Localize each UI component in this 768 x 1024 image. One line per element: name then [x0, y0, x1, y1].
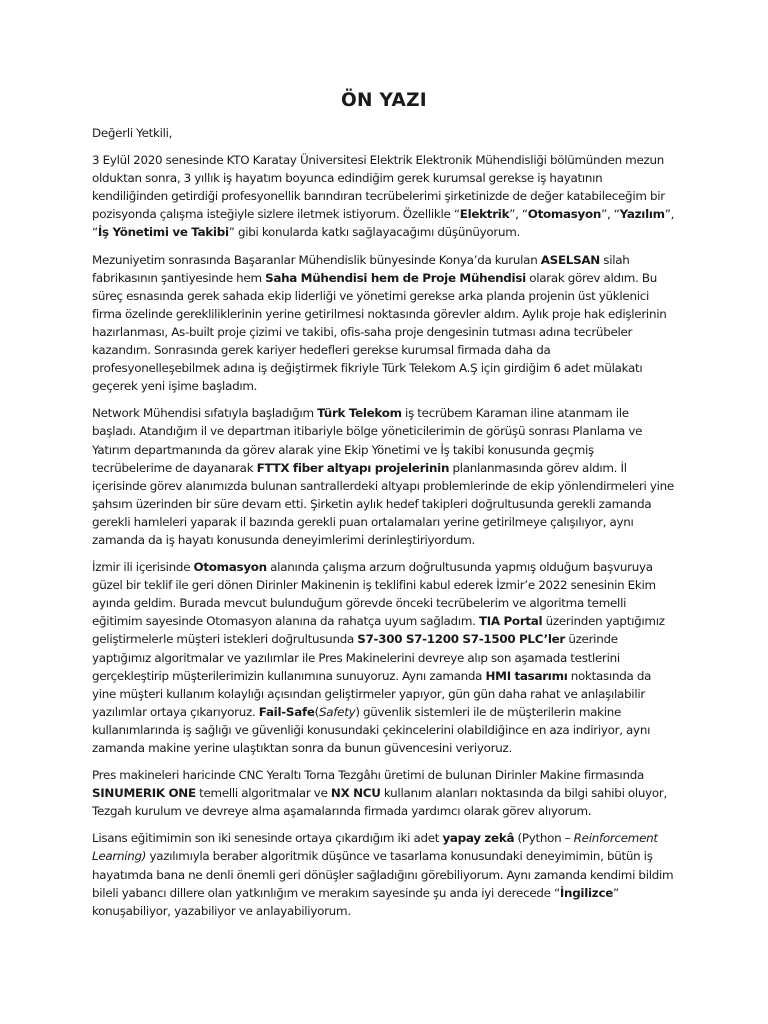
cover-letter-page [92, 90, 676, 929]
text-segment: kullanım alanları noktasında da bilgi sahibi oluyor, Tezgah kurulum ve devreye alma aşamalarında firmada yardımcı olarak görev alıyorum. [92, 786, 668, 819]
text-segment: Lisans eğitimimin son iki senesinde ortaya çıkardığım iki adet [92, 831, 443, 846]
emphasized-term: NX NCU [330, 786, 381, 801]
text-segment: olarak görev aldım. Bu süreç esnasında gerek sahada ekip liderliği ve yönetimi gerekse arka planda projenin üst yüklenici firma özelinde gerekliliklerinin yerine getirilmesi noktasında görevler aldım. Aylık proje hak edişlerinin hazırlanması, As-built proje çizimi ve takibi, ofis-saha proje dengesinin tutması adına tecrübeler kazandım. Sonrasında gerek kariyer hedefleri gerekse kurumsal firmada daha da profesyonelleşebilmek adına iş değiştirmek fikriyle Türk Telekom A.Ş için girdiğim 6 adet mülakatı geçerek yeni işime başladım. [92, 270, 667, 394]
emphasized-term: HMI tasarımı [485, 668, 568, 683]
text-segment: ) güvenlik sistemleri ile de müşterilerin makine kullanımlarında iş sağlığı ve güvenliği konusundaki çekincelerini olabildiğince en aza indiriyor, aynı zamanda makine yerine ulaştıktan sonra da bunun güvencesini veriyoruz. [92, 704, 651, 755]
emphasized-term: FTTX fiber altyapı projelerinin [256, 460, 450, 475]
emphasized-term: ASELSAN [540, 252, 600, 267]
text-segment: ” konuşabiliyor, yazabiliyor ve anlayabiliyorum. [92, 885, 619, 918]
emphasized-term: Otomasyon [527, 207, 602, 222]
text-segment: (Python – [514, 831, 574, 846]
paragraph-turk-telekom-experience [92, 404, 676, 549]
text-segment: ”, “ [601, 207, 620, 222]
emphasized-term: yapay zekâ [442, 831, 515, 846]
text-segment: alanında çalışma arzum doğrultusunda yapmış olduğum başvuruya güzel bir teklif ile geri dönen Dirinler Makinenin iş teklifini kabul ederek İzmir’e 2022 senesinin Ekim ayında geldim. Burada mevcut bulunduğum görevde önceki tecrübelerim ve algoritma temelli eğitimim sayesinde Otomasyon alanına da rahatça uyum sağladım. [92, 560, 656, 629]
text-segment: ( [314, 704, 319, 719]
text-segment: Network Mühendisi sıfatıyla başladığım [92, 406, 318, 421]
document-title: ÖN YAZI [341, 90, 427, 111]
text-segment: silah fabrikasının şantiyesinde hem [92, 252, 630, 285]
text-segment: planlanmasında görev aldım. İl içerisinde görev alanımızda bulunan santrallerdeki altyapı problemlerinde de ekip yönlendirmeleri yine şahsım üzerinden bir süre devam etti. Şirketin aylık hedef takipleri doğrultusunda gerekli zamanda gerekli hamleleri yaparak il bazında gerekli puan ortalamaları yerine getirilmeye çalışılıyor, aynı zamanda da iş hayatı konusunda deneyimlerimi derinleştiriyordum. [92, 460, 674, 547]
emphasized-term: Fail-Safe [258, 704, 315, 719]
text-segment: iş tecrübem Karaman iline atanmam ile başladı. Atandığım il ve departman itibariyle bölge yöneticilerimin de görüşü sonrası Planlama ve Yatırım departmanında da görev alarak yine Ekip Yönetimi ve İş takibi konusunda geçmiş tecrübelerime de dayanarak [92, 406, 643, 475]
text-segment: ”, “ [509, 207, 528, 222]
italic-term: Reinforcement Learning) [92, 831, 658, 864]
greeting: Değerli Yetkili, [92, 126, 173, 140]
text-segment: yazılımıyla beraber algoritmik düşünce ve tasarlama konusundaki deneyimimin, bütün iş hayatımda bana ne denli önemli geri dönüşler sağladığını görebiliyorum. Aynı zamanda kendimi bildim bileli yabancı dillere olan yatkınlığım ve merakım sayesinde şu anda iyi derecede “ [92, 849, 674, 900]
emphasized-term: Yazılım [619, 207, 665, 222]
emphasized-term: Türk Telekom [317, 406, 402, 421]
text-segment: İzmir ili içerisinde [92, 560, 194, 575]
text-segment: üzerinden yaptığımız geliştirmelerle müşteri istekleri doğrultusunda [92, 614, 665, 647]
text-segment: noktasında da yine müşteri kullanım kolaylığı açısından geliştirmeler yapıyor, gün gün daha rahat ve anlaşılabilir yazılımlar ortaya çıkarıyoruz. [92, 668, 652, 719]
emphasized-term: Elektrik [459, 207, 510, 222]
text-segment: Pres makineleri haricinde CNC Yeraltı Torna Tezgâhı üretimi de bulunan Dirinler Makine firmasında [92, 768, 644, 783]
paragraph-cnc-experience [92, 766, 676, 820]
emphasized-term: İngilizce [559, 885, 614, 900]
paragraph-ai-and-language [92, 829, 676, 919]
text-segment: ” gibi konularda katkı sağlayacağımı düşünüyorum. [228, 225, 521, 240]
paragraph-education [92, 151, 676, 241]
emphasized-term: S7-300 S7-1200 S7-1500 PLC’ler [357, 632, 566, 647]
paragraph-automation-experience [92, 558, 676, 757]
italic-term: Safety [319, 704, 356, 719]
paragraph-aselsan-experience [92, 251, 676, 396]
emphasized-term: TIA Portal [478, 614, 543, 629]
text-segment: üzerinde yaptığımız algoritmalar ve yazılımlar ile Pres Makinelerini devreye alıp son aşamada testlerini gerçekleştirip müşterilerimizin kullanımına sunuyoruz. Aynı zamanda [92, 632, 620, 683]
emphasized-term: Otomasyon [193, 560, 267, 575]
text-segment: temelli algoritmalar ve [195, 786, 331, 801]
text-segment: Mezuniyetim sonrasında Başaranlar Mühendislik bünyesinde Konya’da kurulan [92, 252, 541, 267]
emphasized-term: Saha Mühendisi hem de Proje Mühendisi [265, 270, 526, 285]
text-segment: 3 Eylül 2020 senesinde KTO Karatay Üniversitesi Elektrik Elektronik Mühendisliği bölümünden mezun olduktan sonra, 3 yıllık iş hayatım boyunca edindiğim gerek kurumsal gerekse iş hayatının kendiliğinden getirdiği profesyonellik barındıran tecrübelerimi şirketinizde de değer katabileceğim bir pozisyonda çalışma isteğiyle sizlere iletmek istiyorum. Özellikle “ [92, 153, 665, 222]
text-segment: ”, “ [92, 207, 675, 240]
emphasized-term: İş Yönetimi ve Takibi [97, 225, 229, 240]
emphasized-term: SINUMERIK ONE [92, 786, 196, 801]
